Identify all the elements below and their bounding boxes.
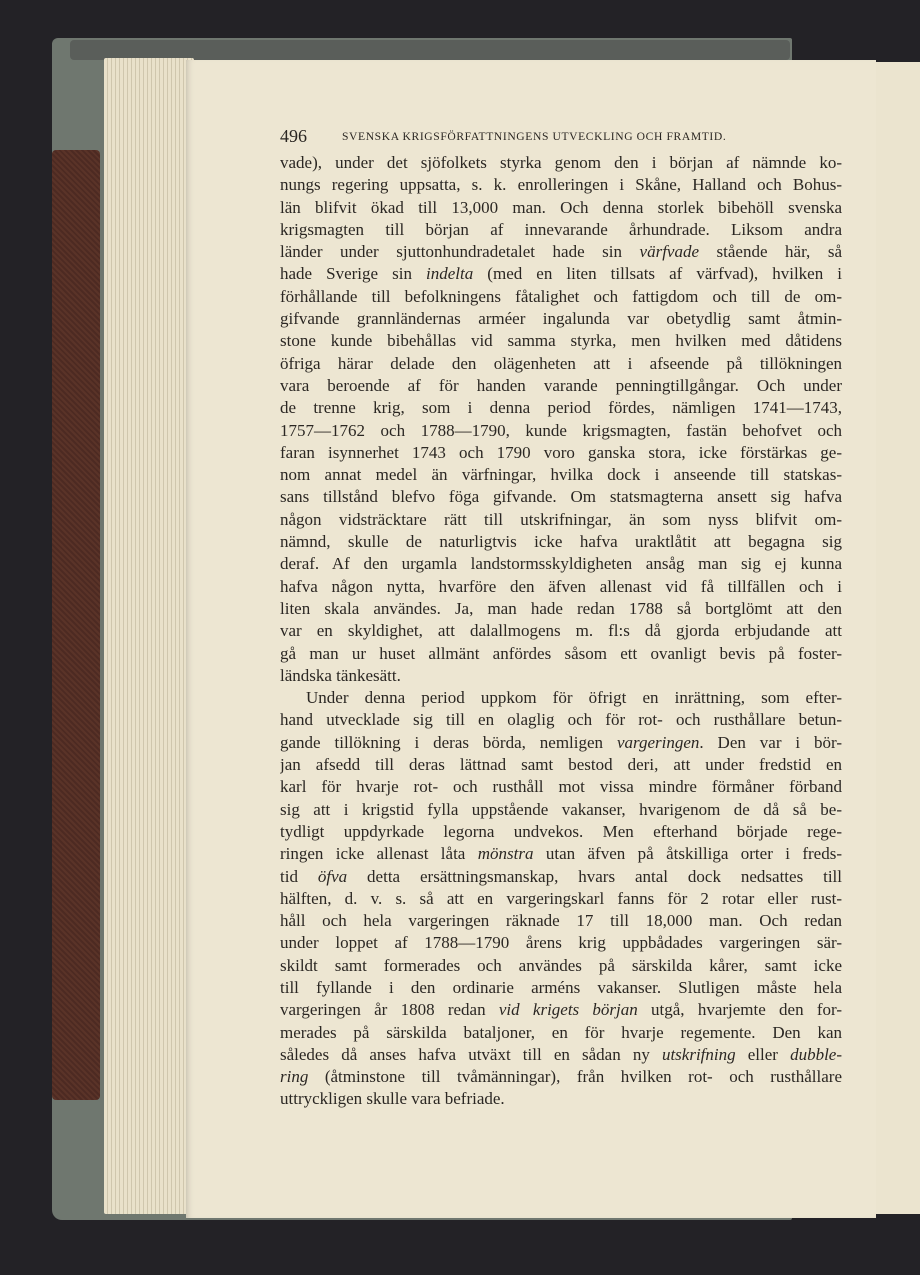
text-run: vargeringen år 1808 redan [280, 1000, 499, 1020]
text-run: tid [280, 866, 318, 886]
text-run: hälften, d. v. s. så att en vargeringskarl fanns för 2 rotar eller rust- [280, 888, 842, 908]
italic-term: vargeringen [616, 732, 700, 752]
italic-term: dubble- [790, 1044, 842, 1064]
text-line [280, 553, 842, 575]
text-line [280, 486, 842, 508]
text-line [280, 1088, 842, 1110]
text-line [280, 241, 842, 263]
text-line [280, 977, 842, 999]
text-line [280, 197, 842, 219]
text-line [280, 174, 842, 196]
text-run: hand utvecklade sig till en olaglig och för rot- och rusthållare betun- [280, 710, 842, 730]
text-line [280, 709, 842, 731]
text-line [280, 397, 842, 419]
book-spine-leather [52, 150, 100, 1100]
italic-term: mönstra [477, 844, 534, 864]
text-line [280, 888, 842, 910]
text-run: tydligt uppdyrkade legorna undvekos. Men efterhand började rege- [280, 821, 842, 841]
text-run: (åtminstone till tvåmänningar), från hvilken rot- och rusthållare [308, 1067, 842, 1087]
text-line [280, 821, 842, 843]
text-run: länder under sjuttonhundradetalet hade sin [280, 242, 640, 262]
text-line [280, 643, 842, 665]
italic-term: indelta [426, 264, 474, 284]
body-text [280, 152, 842, 1111]
text-run: skildt samt formerades och användes på särskilda kårer, samt icke [280, 955, 842, 975]
italic-term: vid krigets början [498, 1000, 638, 1020]
text-run: utgå, hvarjemte den for- [637, 1000, 842, 1020]
page-header [280, 126, 840, 150]
italic-term: ring [280, 1067, 309, 1087]
text-line [280, 263, 842, 285]
text-run: således då anses hafva utväxt till en sådan ny [280, 1044, 662, 1064]
text-run: eller [735, 1044, 791, 1064]
paragraph-2 [280, 687, 842, 1111]
text-run: till fyllande i den ordinarie arméns vakanser. Slutligen måste hela [280, 977, 842, 997]
text-line [280, 776, 842, 798]
italic-term: värfvade [639, 242, 700, 262]
text-line [280, 955, 842, 977]
text-run: vara beroende af för handen varande penningtillgångar. Och under [280, 375, 842, 395]
book-page [186, 60, 876, 1218]
text-run: förhållande till befolkningens fåtalighet och fattigdom och till de om- [280, 286, 842, 306]
text-line [280, 866, 842, 888]
text-line [280, 420, 842, 442]
text-run: deraf. Af den urgamla landstormsskyldigheten ansåg man sig ej kunna [280, 554, 842, 574]
text-line [280, 754, 842, 776]
text-line [280, 308, 842, 330]
text-run: de trenne krig, som i denna period fördes, nämligen 1741—1743, [280, 398, 842, 418]
text-run: stående här, så [699, 242, 842, 262]
text-line [280, 152, 842, 174]
text-run: sans tillstånd blefvo föga gifvande. Om statsmagterna ansett sig hafva [280, 487, 842, 507]
text-run: karl för hvarje rot- och rusthåll mot vissa mindre förmåner förband [280, 777, 842, 797]
text-run: jan afsedd till deras lättnad samt bestod deri, att under fredstid en [280, 755, 842, 775]
text-line [280, 576, 842, 598]
text-line [280, 598, 842, 620]
text-run: nom annat medel än värfningar, hvilka dock i anseende till statskas- [280, 465, 842, 485]
text-line [280, 999, 842, 1021]
text-run: nungs regering uppsatta, s. k. enrolleringen i Skåne, Halland och Bohus- [280, 175, 842, 195]
text-run: sig att i krigstid fylla uppstående vakanser, hvarigenom de då så be- [280, 799, 842, 819]
text-run: detta ersättningsmanskap, hvars antal dock nedsattes till [347, 866, 842, 886]
text-run: uttryckligen skulle vara befriade. [280, 1089, 505, 1109]
text-line [280, 219, 842, 241]
text-line [280, 353, 842, 375]
text-run: ringen icke allenast låta [280, 844, 478, 864]
italic-term: utskrifning [661, 1044, 736, 1064]
page-number: 496 [280, 126, 307, 146]
text-run: . Den var i bör- [699, 732, 842, 752]
text-run: merades på särskilda bataljoner, en för hvarje regemente. Den kan [280, 1022, 842, 1042]
book-cover-top-edge [70, 40, 790, 60]
text-run: stone kunde bibehållas vid samma styrka, men hvilken med dåtidens [280, 331, 842, 351]
text-line [280, 799, 842, 821]
text-run: (med en liten tillsats af värfvad), hvilken i [473, 264, 842, 284]
text-run: gifvande grannländernas arméer ingalunda var obetydlig samt åtmin- [280, 309, 842, 329]
text-line [280, 620, 842, 642]
text-run: gande tillökning i deras börda, nemligen [280, 732, 617, 752]
text-line [280, 531, 842, 553]
text-line [280, 1022, 842, 1044]
text-line [280, 375, 842, 397]
text-run: län blifvit ökad till 13,000 man. Och denna storlek bibehöll svenska [280, 197, 842, 217]
text-line [280, 665, 842, 687]
text-run: gå man ur huset allmänt anfördes såsom ett ovanligt bevis på foster- [280, 643, 842, 663]
text-line [280, 932, 842, 954]
text-run: liten skala användes. Ja, man hade redan 1788 så bortglömt att den [280, 598, 842, 618]
text-run: håll och hela vargeringen räknade 17 till 18,000 man. Och redan [280, 911, 842, 931]
italic-term: öfva [317, 866, 348, 886]
text-run: faran isynnerhet 1743 och 1790 voro ganska stora, icke förstärkas ge- [280, 442, 842, 462]
text-run: under loppet af 1788—1790 årens krig uppbådades vargeringen sär- [280, 933, 842, 953]
text-line [280, 442, 842, 464]
text-run: hade Sverige sin [280, 264, 427, 284]
text-run: ländska tänkesätt. [280, 665, 401, 685]
text-line [280, 910, 842, 932]
text-line [280, 509, 842, 531]
text-run: utan äfven på åtskilliga orter i freds- [533, 844, 842, 864]
page-edges [104, 58, 194, 1214]
text-line [280, 1044, 842, 1066]
text-run: var en skyldighet, att dalallmogens m. fl:s då gjorda erbjudande att [280, 621, 842, 641]
text-line [280, 464, 842, 486]
paragraph-1 [280, 152, 842, 687]
text-run: krigsmagten till början af innevarande århundrade. Liksom andra [280, 219, 842, 239]
text-run: öfriga härar delade den olägenheten att i afseende på tillökningen [280, 353, 842, 373]
text-line [280, 286, 842, 308]
text-run: nämnd, skulle de naturligtvis icke hafva uraktlåtit att begagna sig [280, 532, 842, 552]
text-line [280, 732, 842, 754]
text-run: Under denna period uppkom för öfrigt en inrättning, som efter- [306, 688, 842, 708]
text-run: 1757—1762 och 1788—1790, kunde krigsmagten, fastän behofvet och [280, 420, 842, 440]
text-run: någon vidsträcktare rätt till utskrifningar, än som nyss blifvit om- [280, 509, 842, 529]
text-line [280, 330, 842, 352]
text-run: hafva någon nytta, hvarföre den äfven allenast vid få tillfällen och i [280, 576, 842, 596]
facing-page-edge [874, 62, 920, 1214]
running-head: SVENSKA KRIGSFÖRFATTNINGENS UTVECKLING OCH FRAMTID. [342, 130, 727, 143]
text-line [280, 1066, 842, 1088]
text-run: vade), under det sjöfolkets styrka genom den i början af nämnde ko- [280, 153, 842, 172]
text-line [280, 843, 842, 865]
text-line [280, 687, 842, 709]
